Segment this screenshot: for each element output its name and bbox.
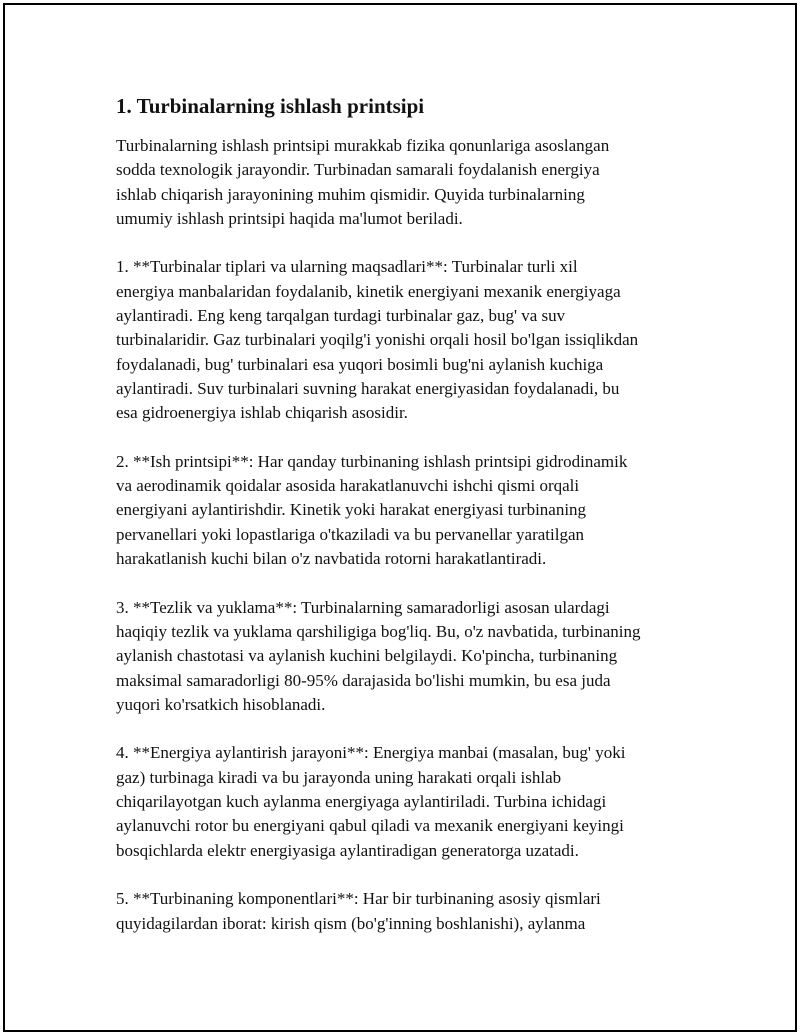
document-title: 1. Turbinalarning ishlash printsipi [116, 94, 425, 118]
paragraph-turbine-types: 1. **Turbinalar tiplari va ularning maqsadlari**: Turbinalar turli xil energiya manbalaridan foydalanib, kinetik energiyani mexanik energiyaga aylantiradi. Eng keng tarqalgan turdagi turbinalar gaz, bug' va suv turbinalaridir. Gaz turbinalari yoqilg'i yonishi orqali hosil bo'lgan issiqlikdan foydalanadi, bug' turbinalari esa yuqori bosimli bug'ni aylanish kuchiga aylantiradi. Suv turbinalari suvning harakat energiyasidan foydalanadi, bu esa gidroenergiya ishlab chiqarish asosidir. [116, 257, 639, 423]
paragraph-turbine-components: 5. **Turbinaning komponentlari**: Har bir turbinaning asosiy qismlari quyidagilardan iborat: kirish qism (bo'g'inning boshlanishi), aylanma [116, 889, 601, 933]
paragraph-speed-load: 3. **Tezlik va yuklama**: Turbinalarning samaradorligi asosan ulardagi haqiqiy tezlik va yuklama qarshiligiga bog'liq. Bu, o'z navbatida, turbinaning aylanish chastotasi va aylanish kuchini belgilaydi. Ko'pincha, turbinaning maksimal samaradorligi 80-95% darajasida bo'lishi mumkin, bu esa juda yuqori ko'rsatkich hisoblanadi. [116, 597, 641, 714]
paragraph-working-principle: 2. **Ish printsipi**: Har qanday turbinaning ishlash printsipi gidrodinamik va aerodinamik qoidalar asosida harakatlanuvchi ishchi qismi orqali energiyani aylantirishdir. Kinetik yoki harakat energiyasi turbinaning pervanellari yoki lopastlariga o'tkaziladi va bu pervanellar yaratilgan harakatlanish kuchi bilan o'z navbatida rotorni harakatlantiradi. [116, 451, 628, 569]
document-body [116, 92, 696, 960]
intro-paragraph: Turbinalarning ishlash printsipi murakkab fizika qonunlariga asoslangan sodda texnologik jarayondir. Turbinadan samarali foydalanish energiya ishlab chiqarish jarayonining muhim qismidir. Quyida turbinalarning umumiy ishlash printsipi haqida ma'lumot beriladi. [116, 136, 610, 228]
paragraph-energy-conversion: 4. **Energiya aylantirish jarayoni**: Energiya manbai (masalan, bug' yoki gaz) turbinaga kiradi va bu jarayonda uning harakati orqali ishlab chiqarilayotgan kuch aylanma energiyaga aylantiriladi. Turbina ichidagi aylanuvchi rotor bu energiyani qabul qiladi va mexanik energiyani keyingi bosqichlarda elektr energiyasiga aylantiradigan generatorga uzatadi. [116, 743, 626, 860]
